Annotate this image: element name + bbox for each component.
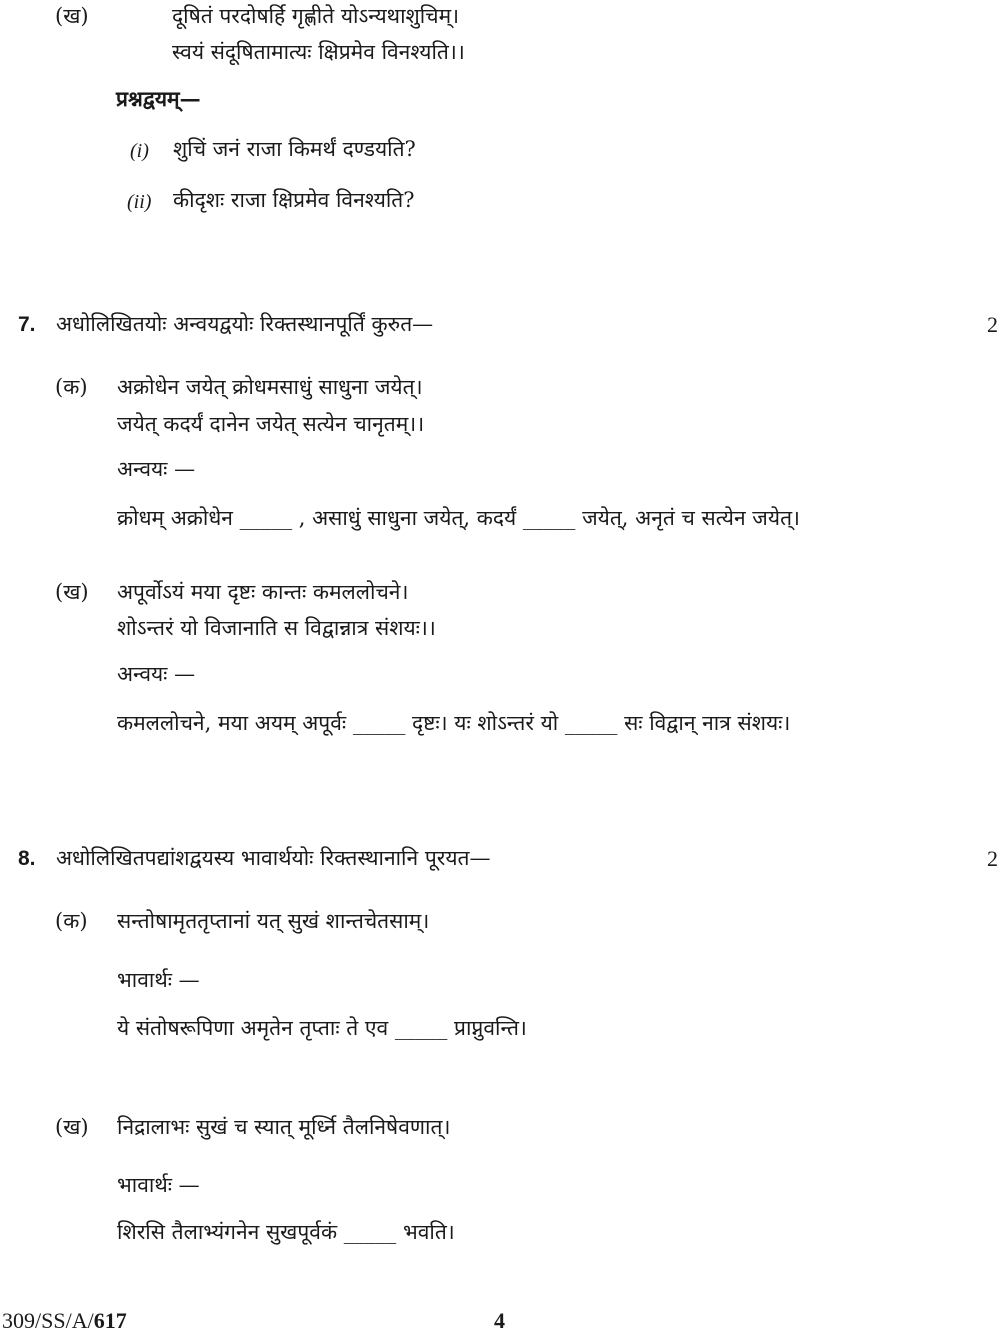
q8-instruction: अधोलिखितपद्यांशद्वयस्य भावार्थयोः रिक्तस्थानानि पूरयत—	[56, 846, 491, 870]
question-i-number: (i)	[130, 140, 149, 162]
q8-ka-verse-line1: सन्तोषामृततृप्तानां यत् सुखं शान्तचेतसाम्।	[117, 909, 430, 933]
q7-kh-anvaya-text: कमललोचने, मया अयम् अपूर्वः _____ दृष्टः। यः शोऽन्तरं यो _____ सः विद्वान् नात्र संशयः।	[117, 711, 791, 735]
q7-ka-verse-line1: अक्रोधेन जयेत् क्रोधमसाधुं साधुना जयेत्।	[117, 375, 423, 399]
q7-marks: 2	[987, 312, 998, 337]
q8-number: 8.	[18, 847, 36, 870]
q8-kh-label: (ख)	[55, 1115, 89, 1139]
q7-ka-anvaya-text: क्रोधम् अक्रोधेन _____ , असाधुं साधुना जयेत्, कदर्यं _____ जयेत्, अनृतं च सत्येन जयेत्।	[117, 506, 801, 530]
question-ii-text: कीदृशः राजा क्षिप्रमेव विनश्यति?	[173, 188, 415, 212]
q8-marks: 2	[987, 846, 998, 871]
q8-kh-bhavarth-text: शिरसि तैलाभ्यंगनेन सुखपूर्वकं _____ भवति।	[117, 1220, 455, 1244]
q8-ka-bhavarth-text: ये संतोषरूपिणा अमृतेन तृप्ताः ते एव _____ प्राप्नुवन्ति।	[117, 1016, 527, 1040]
q7-ka-verse-line2: जयेत् कदर्यं दानेन जयेत् सत्येन चानृतम्।।	[117, 412, 425, 436]
q7-instruction: अधोलिखितयोः अन्वयद्वयोः रिक्तस्थानपूर्तिं कुरुत—	[56, 312, 434, 336]
q7-kh-verse-line1: अपूर्वोऽयं मया दृष्टः कान्तः कमललोचने।	[117, 580, 409, 604]
prev-kh-label: (ख)	[55, 4, 89, 28]
page-number: 4	[494, 1308, 505, 1333]
question-ii-number: (ii)	[127, 191, 152, 213]
q8-ka-bhavarth-label: भावार्थः —	[117, 968, 200, 992]
prev-kh-verse-line2: स्वयं संदूषितामात्यः क्षिप्रमेव विनश्यति।।	[172, 40, 465, 64]
prev-kh-verse-line1: दूषितं परदोषर्हि गृह्णीते योऽन्यथाशुचिम्।	[172, 4, 460, 28]
q7-number: 7.	[18, 313, 36, 336]
paper-code	[2, 1307, 127, 1335]
paper-code-number: 617	[93, 1308, 127, 1333]
q7-kh-anvaya-label: अन्वयः —	[117, 662, 196, 686]
paper-code-prefix: 309/SS/A/	[2, 1308, 94, 1333]
question-i-text: शुचिं जनं राजा किमर्थं दण्डयति?	[173, 137, 416, 161]
q7-ka-label: (क)	[55, 375, 88, 399]
q8-kh-bhavarth-label: भावार्थः —	[117, 1173, 200, 1197]
q7-ka-anvaya-label: अन्वयः —	[117, 457, 196, 481]
q8-kh-verse-line1: निद्रालाभः सुखं च स्यात् मूर्ध्नि तैलनिषेवणात्।	[117, 1115, 451, 1139]
prev-kh-questions-heading: प्रश्नद्वयम्—	[116, 86, 201, 111]
q7-kh-label: (ख)	[55, 580, 89, 604]
q8-ka-label: (क)	[55, 909, 88, 933]
q7-kh-verse-line2: शोऽन्तरं यो विजानाति स विद्वान्नात्र संशयः।।	[117, 616, 436, 640]
